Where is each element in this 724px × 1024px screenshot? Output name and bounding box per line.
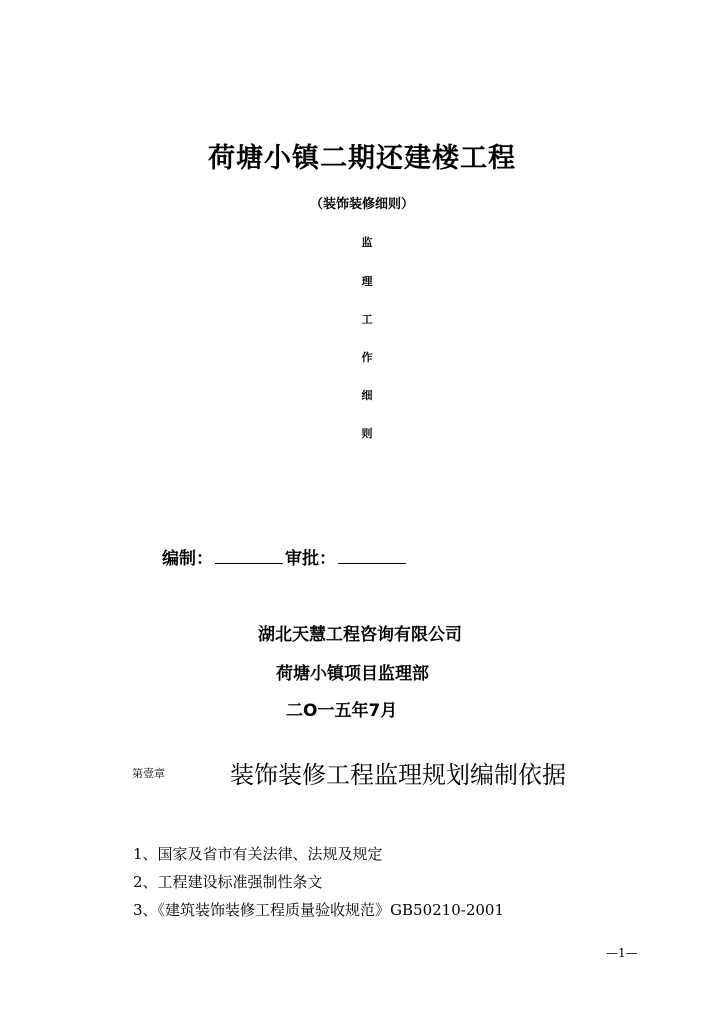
vertical-title-char: 监 [361,236,373,249]
company-name: 湖北天慧工程咨询有限公司 [258,625,462,645]
compiled-by-blank [215,547,283,564]
list-item: 1、国家及省市有关法律、法规及规定 [133,845,383,863]
chapter-label: 第壹章 [132,767,165,780]
vertical-title-char: 理 [361,275,373,288]
chapter-title: 装饰装修工程监理规划编制依据 [230,761,566,789]
approved-by-blank [338,547,406,564]
approved-by-label: 审批： [285,549,336,569]
list-item: 3、《建筑装饰装修工程质量验收规范》GB50210-2001 [133,901,505,919]
department-name: 荷塘小镇项目监理部 [276,664,429,684]
issue-date: 二O一五年7月 [286,701,398,721]
list-item: 2、工程建设标准强制性条文 [133,873,323,891]
vertical-title-char: 则 [361,427,373,440]
vertical-title-char: 工 [361,313,373,326]
project-title: 荷塘小镇二期还建楼工程 [208,143,516,174]
page-number: —1— [606,946,638,960]
compiled-by-label: 编制： [162,549,213,569]
project-subtitle: （装饰装修细则） [309,197,414,212]
vertical-title-char: 作 [361,351,373,364]
signature-row [162,544,408,569]
vertical-title-char: 细 [361,389,373,402]
